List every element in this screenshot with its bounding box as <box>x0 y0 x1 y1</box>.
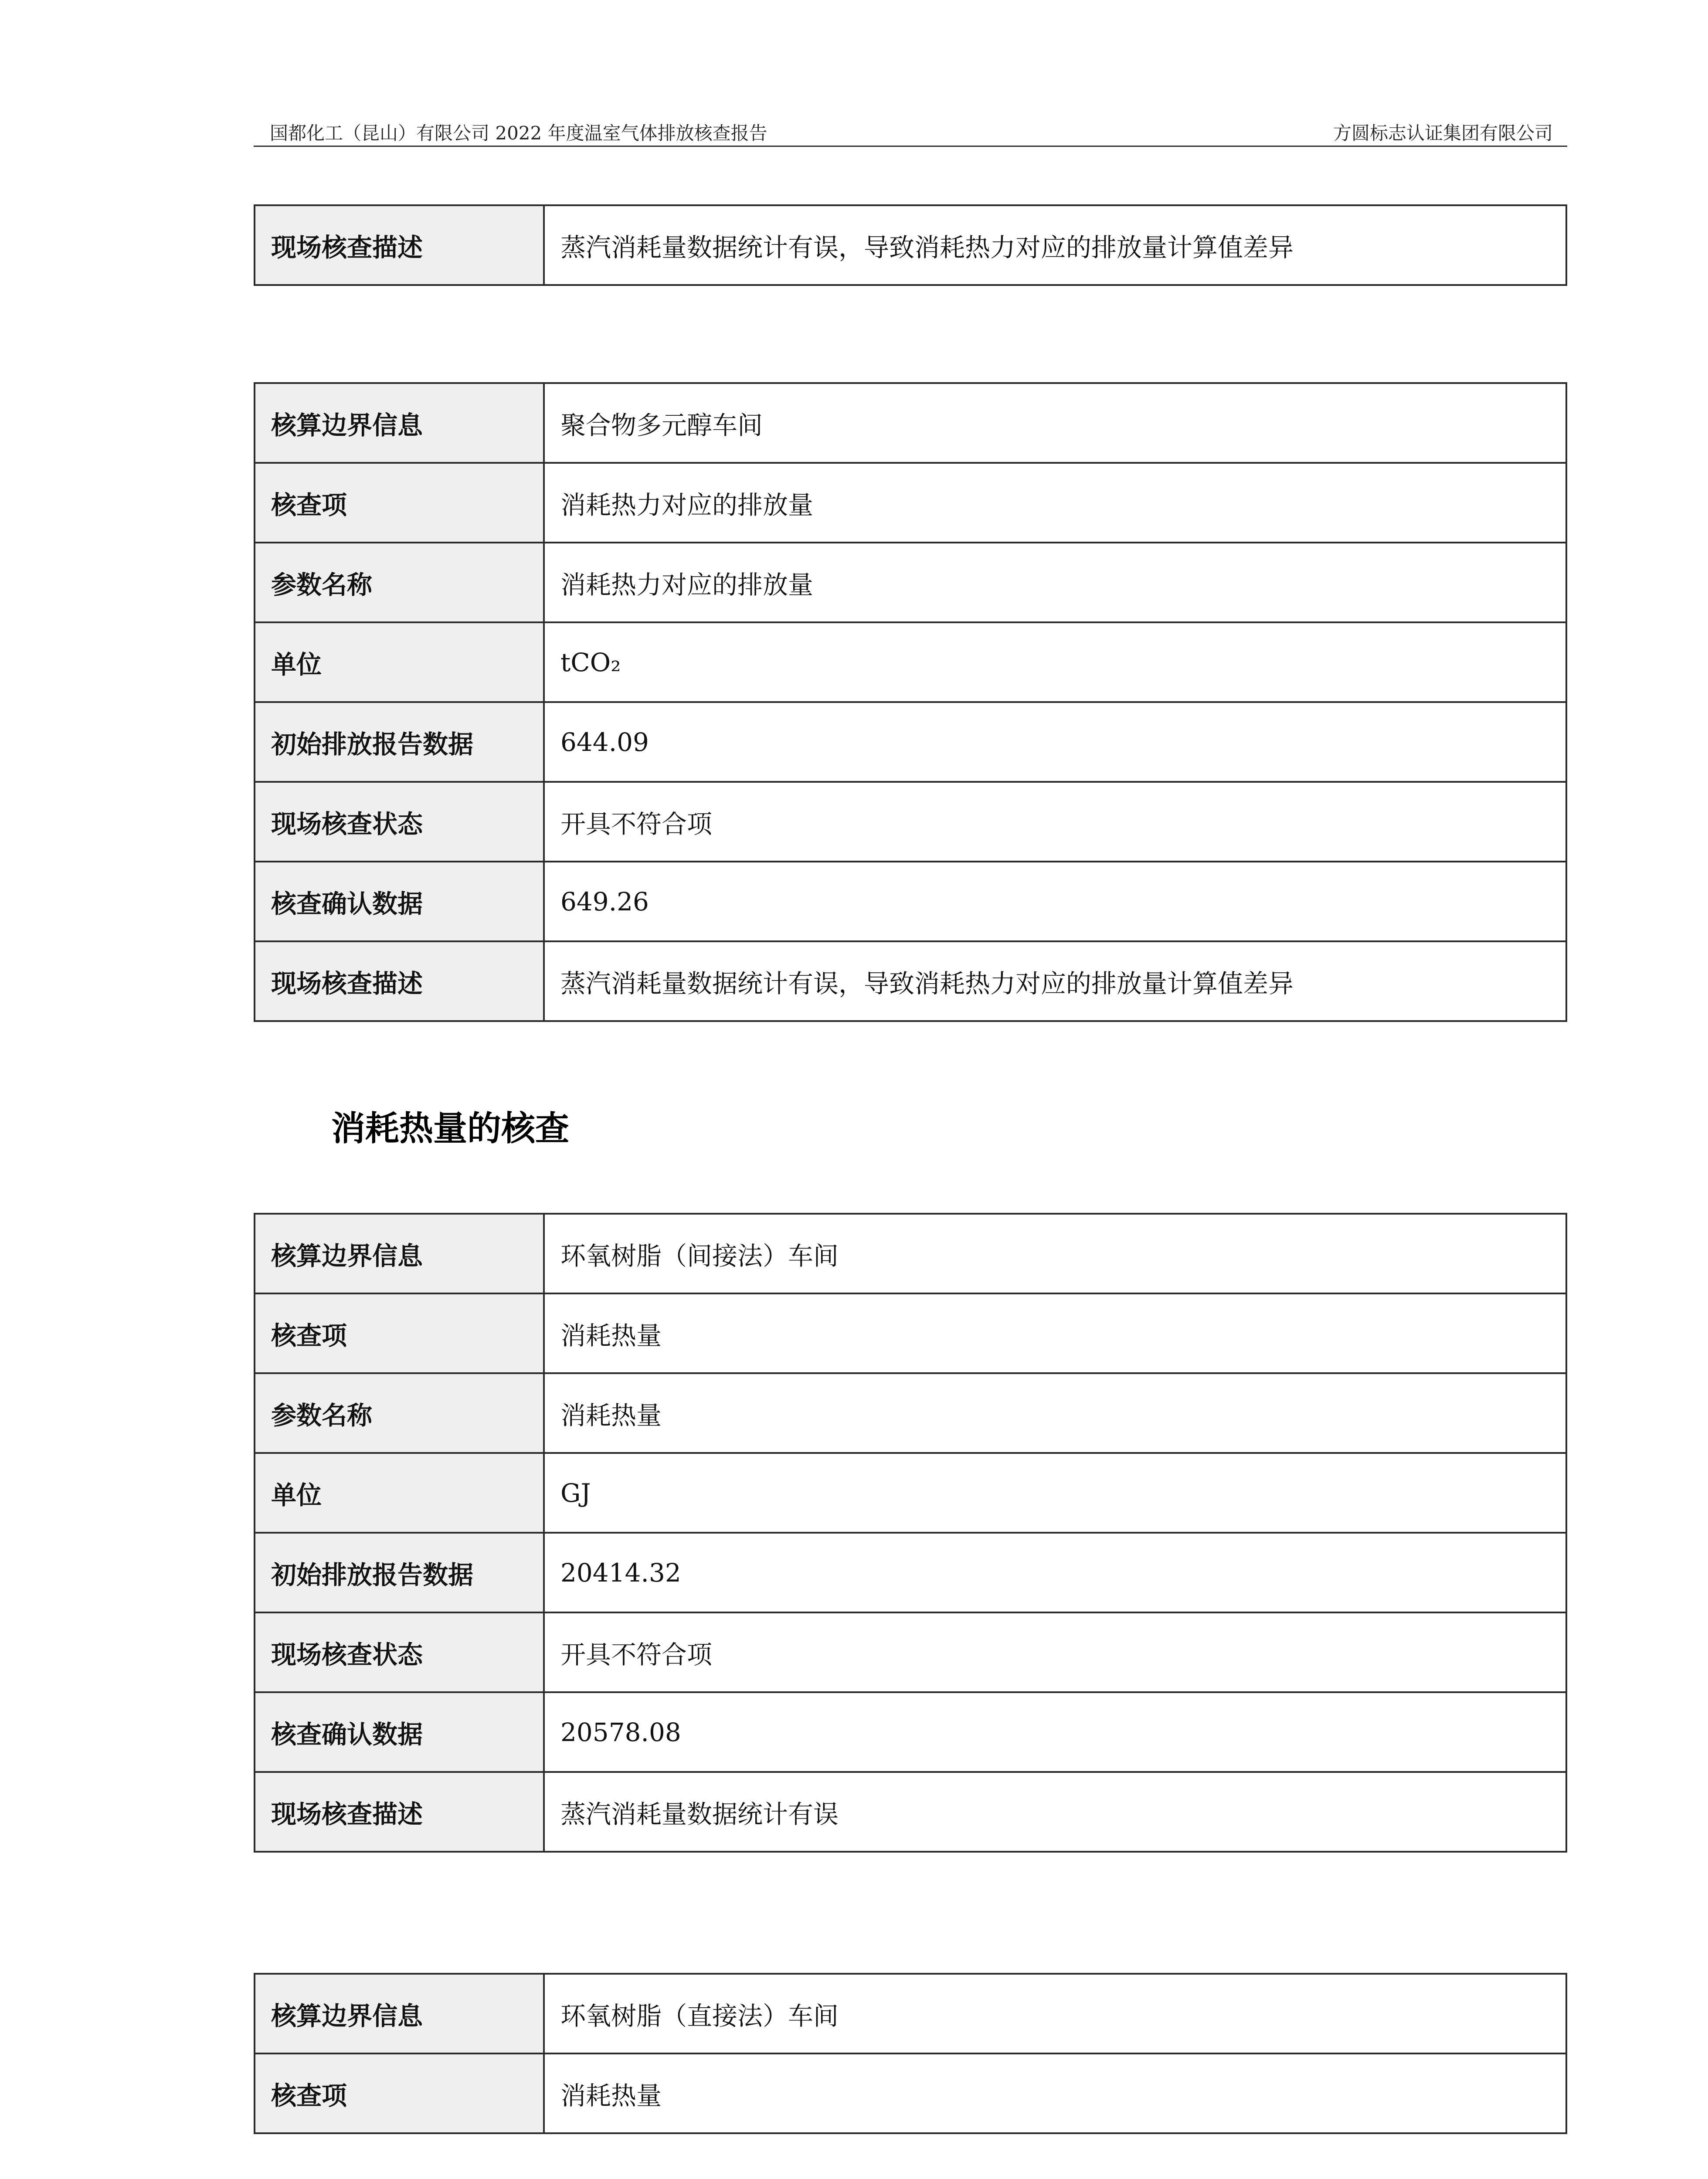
field-value: 649.26 <box>544 862 1566 941</box>
table-row <box>255 862 1566 941</box>
field-value: 644.09 <box>544 702 1566 782</box>
field-value: 蒸汽消耗量数据统计有误，导致消耗热力对应的排放量计算值差异 <box>544 205 1566 285</box>
field-value: GJ <box>544 1453 1566 1533</box>
table-row <box>255 1692 1566 1772</box>
field-label: 初始排放报告数据 <box>255 1533 544 1612</box>
table-row <box>255 463 1566 543</box>
table-row <box>255 622 1566 702</box>
field-value: 蒸汽消耗量数据统计有误，导致消耗热力对应的排放量计算值差异 <box>544 941 1566 1021</box>
field-label: 现场核查描述 <box>255 205 544 285</box>
field-value: 消耗热力对应的排放量 <box>544 463 1566 543</box>
table-row <box>255 1293 1566 1373</box>
field-value: 20578.08 <box>544 1692 1566 1772</box>
field-value: 消耗热量 <box>544 1373 1566 1453</box>
verification-table-continued <box>254 204 1567 286</box>
field-label: 核查项 <box>255 2053 544 2133</box>
field-label: 现场核查描述 <box>255 1772 544 1852</box>
field-label: 核查确认数据 <box>255 1692 544 1772</box>
verification-table-epoxy-indirect <box>254 1213 1567 1853</box>
field-value: 消耗热力对应的排放量 <box>544 543 1566 622</box>
table-row <box>255 1612 1566 1692</box>
field-value: 聚合物多元醇车间 <box>544 383 1566 463</box>
table-row <box>255 1373 1566 1453</box>
table-row <box>255 782 1566 862</box>
field-label: 单位 <box>255 622 544 702</box>
field-label: 核算边界信息 <box>255 1214 544 1293</box>
field-label: 现场核查状态 <box>255 782 544 862</box>
field-label: 核算边界信息 <box>255 383 544 463</box>
table-row <box>255 1453 1566 1533</box>
field-label: 参数名称 <box>255 543 544 622</box>
field-value: 20414.32 <box>544 1533 1566 1612</box>
table-row <box>255 941 1566 1021</box>
verification-table-epoxy-direct <box>254 1973 1567 2134</box>
field-label: 核算边界信息 <box>255 1974 544 2053</box>
table-row <box>255 1772 1566 1852</box>
field-value: tCO₂ <box>544 622 1566 702</box>
table-row <box>255 205 1566 285</box>
table-row <box>255 1533 1566 1612</box>
field-label: 核查项 <box>255 463 544 543</box>
header-report-title: 国都化工（昆山）有限公司 2022 年度温室气体排放核查报告 <box>270 122 767 144</box>
field-label: 现场核查状态 <box>255 1612 544 1692</box>
header-divider <box>254 146 1567 147</box>
field-value: 消耗热量 <box>544 1293 1566 1373</box>
field-value: 蒸汽消耗量数据统计有误 <box>544 1772 1566 1852</box>
table-row <box>255 702 1566 782</box>
field-value: 环氧树脂（直接法）车间 <box>544 1974 1566 2053</box>
header-company-name: 方圆标志认证集团有限公司 <box>1333 122 1553 144</box>
field-value: 环氧树脂（间接法）车间 <box>544 1214 1566 1293</box>
field-label: 核查确认数据 <box>255 862 544 941</box>
field-value: 开具不符合项 <box>544 1612 1566 1692</box>
field-label: 现场核查描述 <box>255 941 544 1021</box>
field-label: 核查项 <box>255 1293 544 1373</box>
field-value: 消耗热量 <box>544 2053 1566 2133</box>
field-label: 初始排放报告数据 <box>255 702 544 782</box>
table-row <box>255 2053 1566 2133</box>
table-row <box>255 1214 1566 1293</box>
section-heading: 消耗热量的核查 <box>331 1109 570 1148</box>
verification-table-polyol-heat-emissions <box>254 382 1567 1022</box>
field-value: 开具不符合项 <box>544 782 1566 862</box>
field-label: 参数名称 <box>255 1373 544 1453</box>
table-row <box>255 1974 1566 2053</box>
table-row <box>255 543 1566 622</box>
field-label: 单位 <box>255 1453 544 1533</box>
table-row <box>255 383 1566 463</box>
